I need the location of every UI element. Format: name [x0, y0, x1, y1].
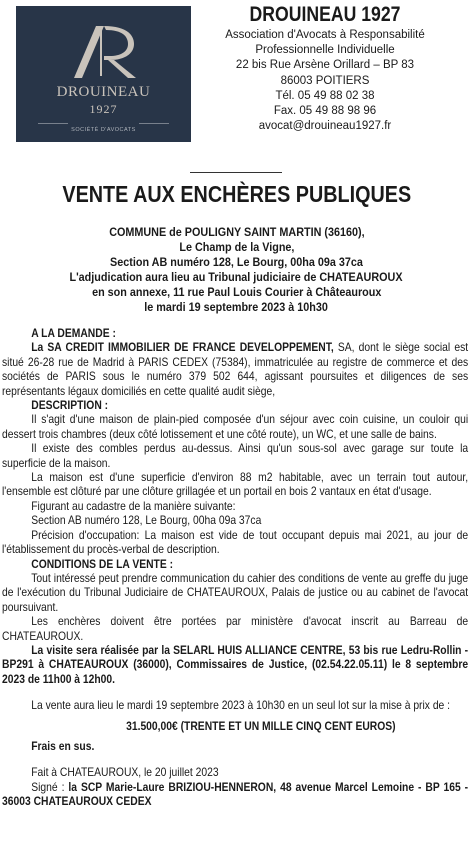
description-paragraph: La maison est d'une superficie d'environ 88 m2 habitable, avec un terrain tout autour, l'ensemble est clôturé par une clôture grillagée et un portail en bois 2 vantaux en état d'usage.: [2, 470, 469, 499]
firm-phone: Tél. 05 49 88 02 38: [275, 89, 375, 102]
info-line: en son annexe, 11 rue Paul Louis Courier à Châteauroux: [91, 285, 382, 299]
description-paragraph: Il s'agit d'une maison de plain-pied composée d'un séjour avec coin cuisine, un couloir qui dessert trois chambres (deux côté lotissement et une côté route), un WC, et une salle de bains.: [2, 412, 469, 441]
starting-price: 31.500,00€ (TRENTE ET UN MILLE CINQ CENT EUROS): [126, 718, 396, 733]
demande-heading: A LA DEMANDE :: [31, 326, 116, 340]
description-heading: DESCRIPTION :: [31, 398, 109, 413]
sale-info: [0, 225, 473, 315]
signature: Signé : la SCP Marie-Laure BRIZIOU-HENNERON, 48 avenue Marcel Lemoine - BP 165 - 36003 CHATEAUROUX CEDEX: [2, 779, 469, 809]
logo-name: DROUINEAU: [56, 84, 151, 100]
firm-fax: Fax. 05 49 88 98 96: [273, 105, 377, 118]
firm-header: [200, 2, 450, 134]
done-at: Fait à CHATEAUROUX, le 20 juillet 2023: [31, 765, 219, 780]
info-line: Section AB numéro 128, Le Bourg, 00ha 09a 37ca: [110, 255, 363, 269]
page-title: VENTE AUX ENCHÈRES PUBLIQUES: [62, 181, 411, 207]
cadastre-ref: Section AB numéro 128, Le Bourg, 00ha 09a 37ca: [31, 513, 262, 528]
demande-paragraph: La SA CREDIT IMMOBILIER DE FRANCE DEVELOPPEMENT, SA, dont le siège social est situé 26-28 rue de Madrid à PARIS CEDEX (75384), immatriculée au registre de commerce et des sociétés de PARIS sous le numéro 379 502 644, agissant poursuites et diligences de ses représentants légaux domiciliés en cette qualité audit siège,: [2, 340, 469, 398]
lot-paragraph: La vente aura lieu le mardi 19 septembre 2023 à 10h30 en un seul lot sur la mise à prix de :: [31, 698, 451, 713]
visit-paragraph: La visite sera réalisée par la SELARL HUIS ALLIANCE CENTRE, 53 bis rue Ledru-Rollin - BP291 à CHATEAUROUX (36000), Commissaires de Justice, (02.54.22.05.11) le 8 septembre 2023 de 11h00 à 12h00.: [2, 642, 469, 686]
firm-name: DROUINEAU 1927: [249, 3, 401, 26]
firm-address: 22 bis Rue Arsène Orillard – BP 83: [235, 59, 415, 72]
firm-logo: [16, 6, 191, 142]
info-line: L'adjudication aura lieu au Tribunal judiciaire de CHATEAUROUX: [69, 270, 404, 284]
info-line: COMMUNE de POULIGNY SAINT MARTIN (36160),: [108, 225, 365, 239]
fees-note: Frais en sus.: [31, 738, 95, 753]
description-paragraph: Il existe des combles perdus au-dessus. Ainsi qu'un sous-sol avec garage sur toute la superficie de la maison.: [2, 441, 469, 470]
firm-line: Association d'Avocats à Responsabilité: [225, 29, 425, 41]
conditions-paragraph: Les enchères doivent être portées par ministère d'avocat inscrit au Barreau de CHATEAUROUX.: [2, 614, 469, 643]
conditions-heading: CONDITIONS DE LA VENTE :: [31, 556, 174, 571]
firm-line: Professionnelle Individuelle: [255, 44, 395, 57]
info-line: Le Champ de la Vigne,: [178, 240, 295, 254]
notice-body: [2, 326, 468, 809]
conditions-paragraph: Tout intéressé peut prendre communication du cahier des conditions de vente au greffe du juge de l'exécution du Tribunal Judiciaire de CHATEAUROUX, Palais de justice ou au cabinet de l'avocat poursuivant.: [2, 570, 469, 614]
logo-tagline: SOCIÉTÉ D'AVOCATS: [71, 127, 136, 133]
logo-year: 1927: [89, 102, 118, 116]
logo-monogram-icon: [16, 6, 191, 142]
divider: [190, 172, 282, 173]
info-line: le mardi 19 septembre 2023 à 10h30: [144, 300, 329, 314]
cadastre-intro: Figurant au cadastre de la manière suivante:: [31, 498, 236, 513]
firm-email[interactable]: avocat@drouineau1927.fr: [258, 120, 392, 133]
firm-city: 86003 POITIERS: [280, 74, 370, 87]
occupation-paragraph: Précision d'occupation: La maison est vide de tout occupant depuis mai 2021, au jour de l'établissement du procès-verbal de description.: [2, 527, 469, 557]
